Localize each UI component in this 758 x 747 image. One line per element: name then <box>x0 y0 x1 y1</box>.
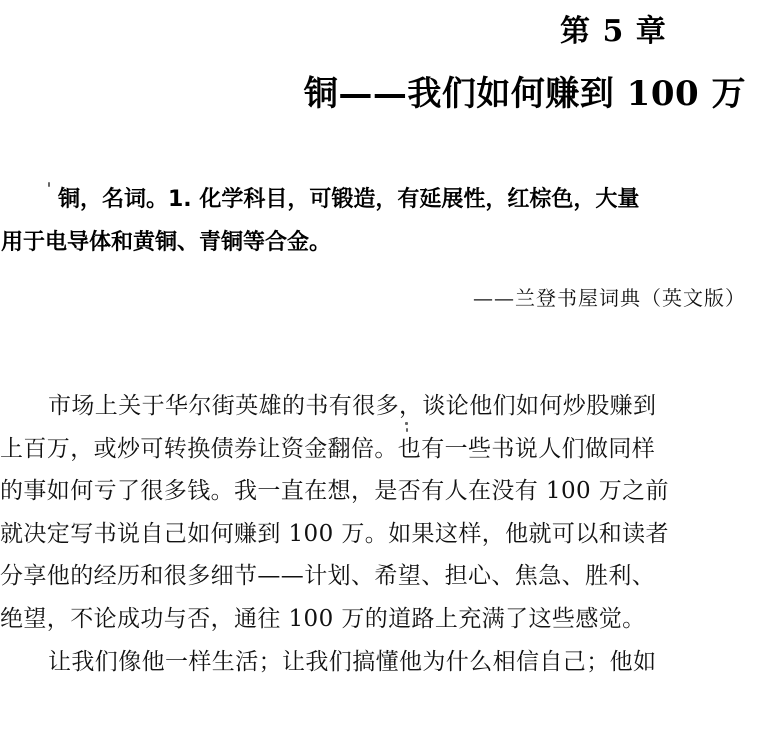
body-line: 市场上关于华尔街英雄的书有很多，谈论他们如何炒股赚到 <box>48 393 657 419</box>
body-line: 绝望，不论成功与否，通往 100 万的道路上充满了这些感觉。 <box>0 605 646 632</box>
scan-speck <box>48 182 50 187</box>
body-line: 就决定写书说自己如何赚到 100 万。如果这样，他就可以和读者 <box>0 520 669 547</box>
chapter-number: 第 5 章 <box>560 14 667 49</box>
body-paragraphs <box>0 385 752 683</box>
body-line: 的事如何亏了很多钱。我一直在想，是否有人在没有 100 万之前 <box>0 478 669 505</box>
epigraph-line: 用于电导体和黄铜、青铜等合金。 <box>1 230 332 255</box>
body-line: 让我们像他一样生活；让我们搞懂他为什么相信自己；他如 <box>48 648 657 675</box>
body-line: 上百万，或炒可转换债券让资金翻倍。也有一些书说人们做同样 <box>0 435 656 462</box>
chapter-title: 铜——我们如何赚到 100 万 <box>303 74 746 114</box>
scan-speck <box>405 422 408 425</box>
epigraph <box>1 178 750 264</box>
scan-speck <box>406 428 408 432</box>
body-line: 分享他的经历和很多细节——计划、希望、担心、焦急、胜利、 <box>0 563 656 590</box>
epigraph-attribution: ——兰登书屋词典（英文版） <box>473 286 746 310</box>
epigraph-line: 铜，名词。1. 化学科目，可锻造，有延展性，红棕色，大量 <box>58 187 640 212</box>
